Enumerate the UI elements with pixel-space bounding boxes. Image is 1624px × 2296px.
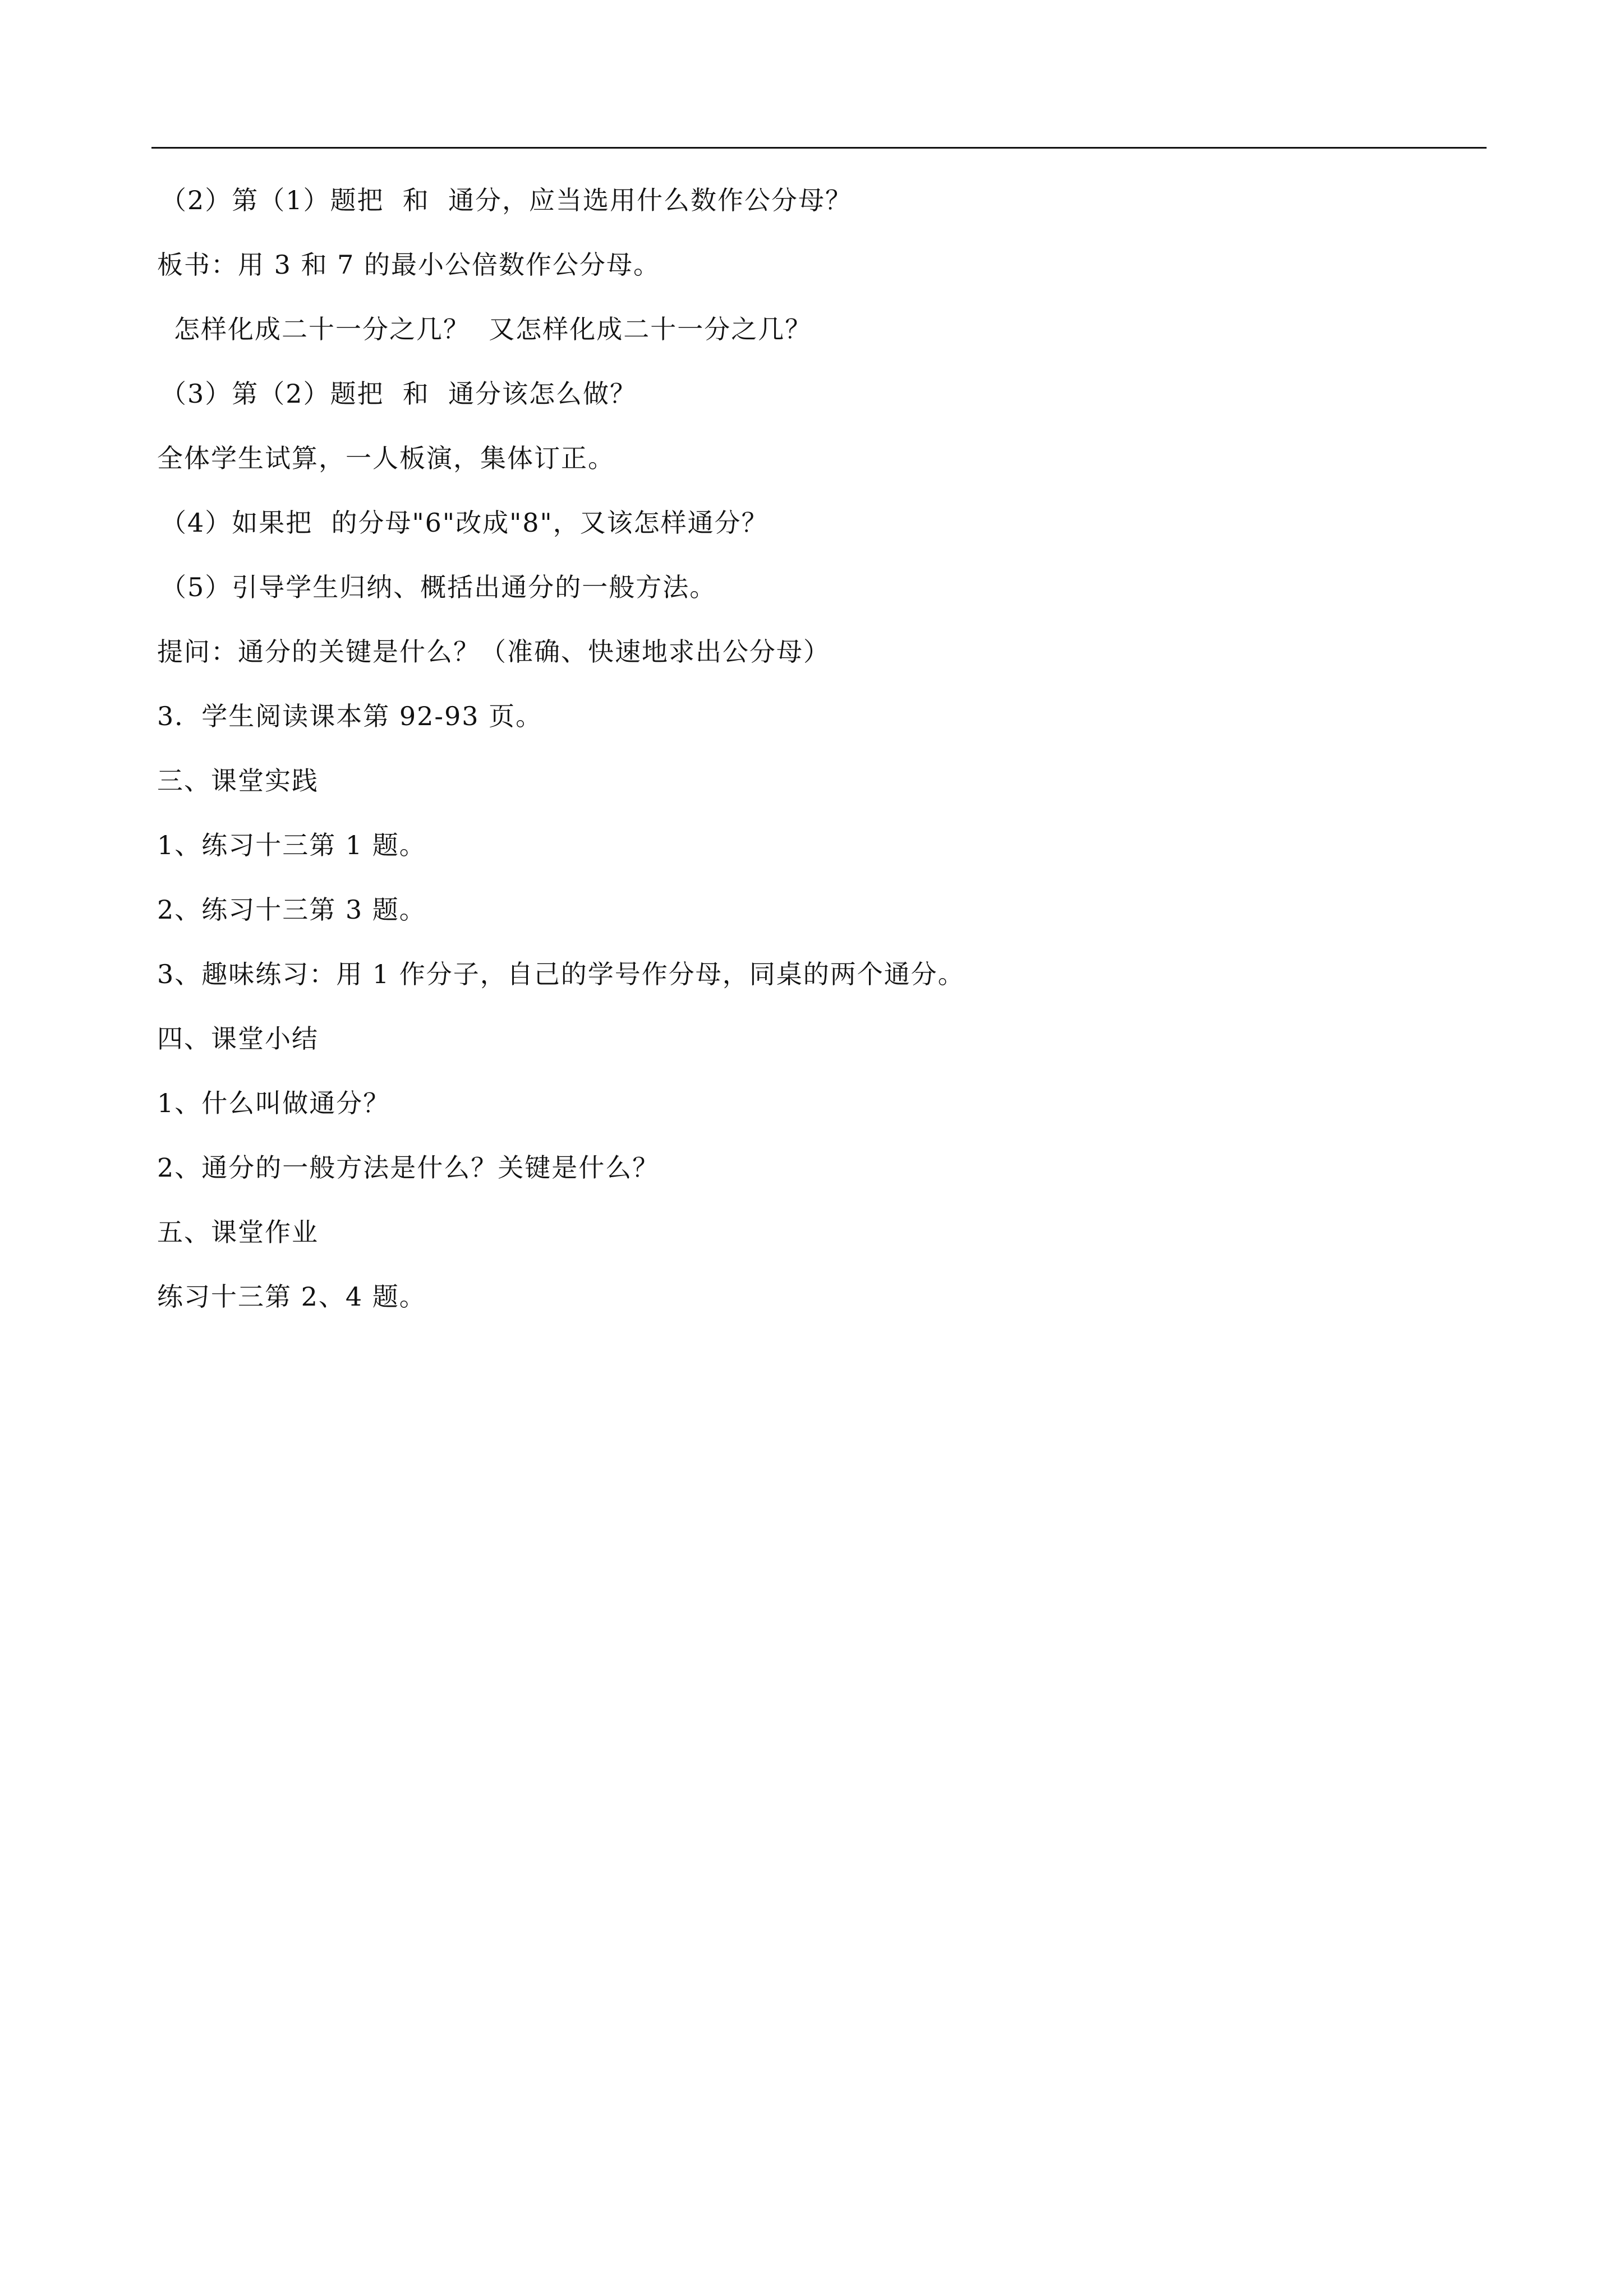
key-question-line: 提问：通分的关键是什么？（准确、快速地求出公分母） <box>157 637 830 667</box>
section-heading-summary: 四、课堂小结 <box>157 1023 319 1054</box>
lesson-plan-body <box>157 168 1481 1329</box>
practice-item-3: 3、趣味练习：用 1 作分子，自己的学号作分母，同桌的两个通分。 <box>157 959 965 989</box>
question-5-line: （5）引导学生归纳、概括出通分的一般方法。 <box>160 572 717 602</box>
question-4-line: （4）如果把 的分母"6"改成"8"，又该怎样通分？ <box>160 508 769 538</box>
question-2-line: （2）第（1）题把 和 通分，应当选用什么数作公分母？ <box>160 185 853 215</box>
homework-item: 练习十三第 2、4 题。 <box>157 1281 426 1312</box>
practice-item-1: 1、练习十三第 1 题。 <box>157 830 426 860</box>
summary-item-2: 2、通分的一般方法是什么？关键是什么？ <box>157 1152 660 1183</box>
summary-item-1: 1、什么叫做通分？ <box>157 1088 390 1118</box>
reading-assignment-line: 3．学生阅读课本第 92-93 页。 <box>157 701 543 731</box>
header-divider <box>151 147 1487 149</box>
section-heading-homework: 五、课堂作业 <box>157 1217 319 1247</box>
board-note-line: 板书：用 3 和 7 的最小公倍数作公分母。 <box>157 250 661 280</box>
conversion-question-line: 怎样化成二十一分之几？ 又怎样化成二十一分之几？ <box>174 314 812 344</box>
practice-item-2: 2、练习十三第 3 题。 <box>157 895 426 925</box>
section-heading-practice: 三、课堂实践 <box>157 766 319 796</box>
class-activity-line: 全体学生试算，一人板演，集体订正。 <box>157 443 615 473</box>
question-3-line: （3）第（2）题把 和 通分该怎么做？ <box>160 379 637 409</box>
